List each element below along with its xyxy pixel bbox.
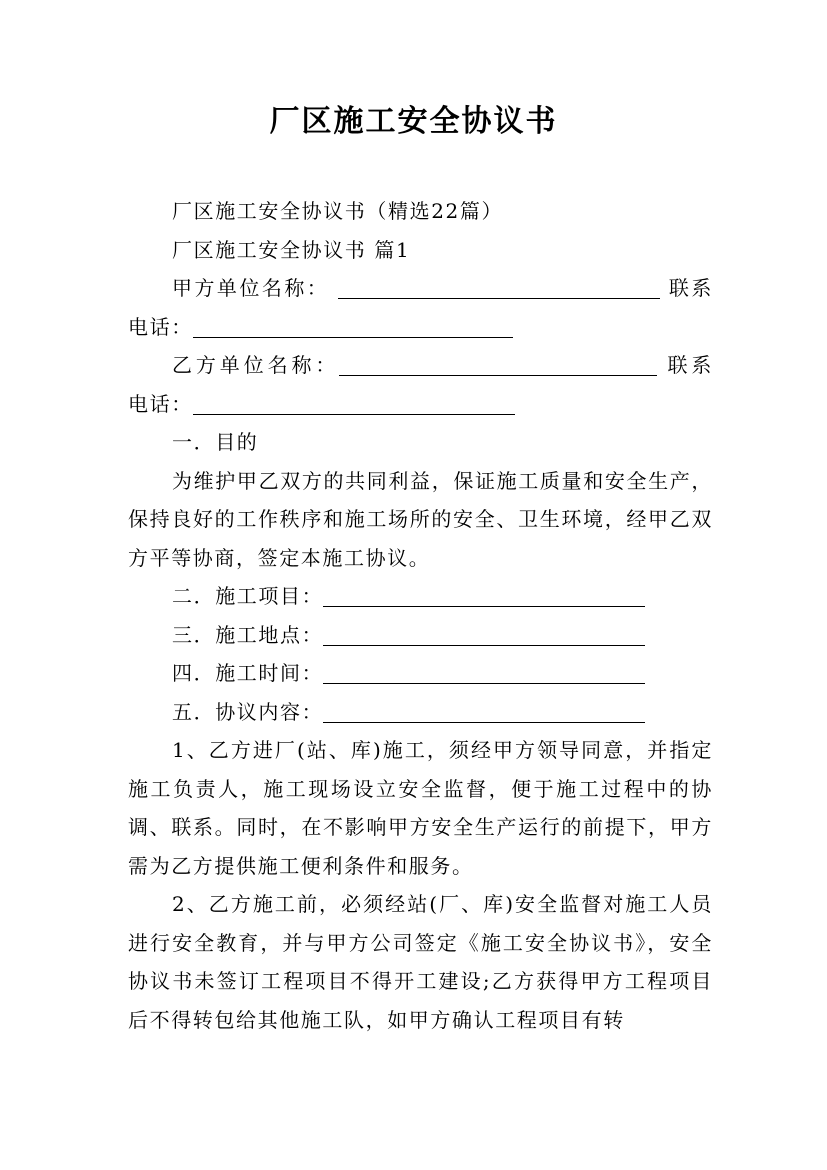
section-5-label: 五．协议内容： [172, 699, 324, 724]
section-2-blank [323, 584, 645, 607]
section-4-blank [323, 661, 645, 684]
section-2-line [128, 577, 713, 616]
party-b-phone-label-part1: 联系 [667, 353, 713, 377]
section-5-blank [323, 700, 645, 723]
section-4-line [128, 654, 713, 693]
party-a-name-blank [338, 276, 660, 299]
party-b-phone-blank [193, 392, 515, 415]
section-2-label: 二．施工项目： [172, 584, 324, 608]
section-3-blank [323, 623, 645, 646]
party-a-phone-blank [193, 315, 513, 338]
clause-2: 2、乙方施工前，必须经站(厂、库)安全监督对施工人员进行安全教育，并与甲方公司签定《施工安全协议书》，安全协议书未签订工程项目不得开工建设;乙方获得甲方工程项目后不得转包给其他施工队，如甲方确认工程项目有转 [128, 892, 713, 1032]
party-b-name-label: 乙方单位名称： [172, 353, 340, 377]
party-b-line [128, 346, 713, 423]
party-a-phone-label-part1: 联 [668, 276, 692, 300]
article-heading: 厂区施工安全协议书 篇1 [172, 237, 411, 262]
section-3-label: 三．施工地点： [172, 622, 324, 647]
document-body [128, 192, 713, 1039]
subtitle: 厂区施工安全协议书（精选22篇） [172, 199, 504, 223]
section-4-label: 四．施工时间： [172, 661, 324, 685]
party-b-phone-label-part2: 电话： [128, 391, 193, 416]
party-b-name-blank [339, 353, 657, 376]
section-1-heading: 一．目的 [172, 430, 259, 454]
section-3-line [128, 616, 713, 655]
section-1-text: 为维护甲乙双方的共同利益，保证施工质量和安全生产，保持良好的工作秩序和施工场所的安全、卫生环境，经甲乙双方平等协商，签定本施工协议。 [128, 468, 713, 570]
party-a-name-label: 甲方单位名称： [172, 276, 330, 300]
clause-1: 1、乙方进厂(站、库)施工，须经甲方领导同意，并指定施工负责人，施工现场设立安全监督，便于施工过程中的协调、联系。同时，在不影响甲方安全生产运行的前提下，甲方需为乙方提供施工便利条件和服务。 [128, 738, 713, 878]
section-5-line [128, 693, 713, 732]
party-a-line [128, 269, 713, 346]
party-a-phone-label-part2: 系电话： [128, 276, 713, 339]
document-title: 厂区施工安全协议书 [269, 104, 558, 139]
